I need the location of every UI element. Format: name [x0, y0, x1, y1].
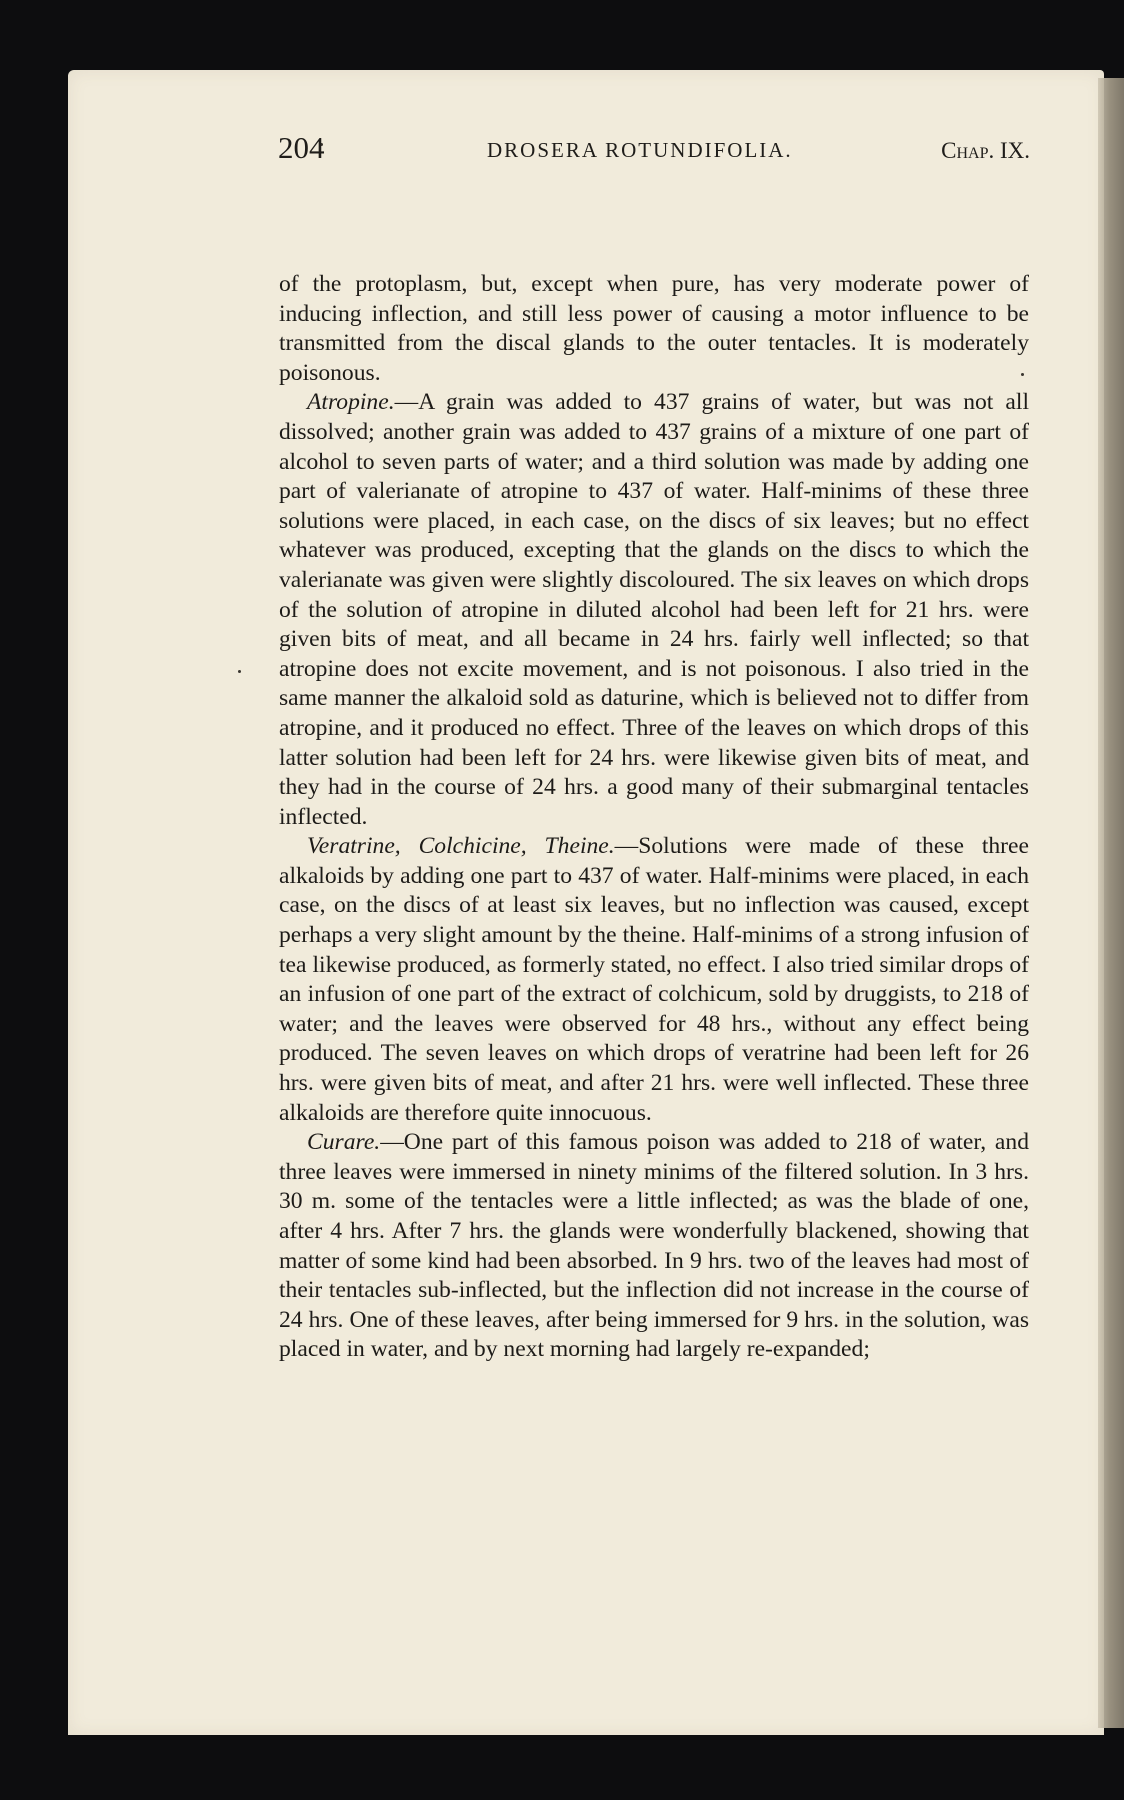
paragraph-text: of the protoplasm, but, except when pure, has very moderate power of inducing inflection, and still less power of causing a motor influence to be transmitted from the discal glands to the outer tentacles. It is moderately poisonous.	[279, 271, 1029, 386]
paragraph	[279, 388, 1029, 832]
paragraph-text: —A grain was added to 437 grains of water, but was not all dissolved; another grain was added to 437 grains of a mixture of one part of alcohol to seven parts of water; and a third solution was made by adding one part of valerianate of atropine to 437 of water. Half-minims of these three solutions were placed, in each case, on the discs of six leaves; but no effect whatever was produced, excepting that the glands on the discs to which the valerianate was given were slightly discoloured. The six leaves on which drops of the solution of atropine in diluted alcohol had been left for 21 hrs. were given bits of meat, and all became in 24 hrs. fairly well inflected; so that atropine does not excite movement, and is not poisonous. I also tried in the same manner the alkaloid sold as daturine, which is believed not to differ from atropine, and it produced no effect. Three of the leaves on which drops of this latter solution had been left for 24 hrs. were likewise given bits of meat, and they had in the course of 24 hrs. a good many of their submarginal tentacles inflected.	[279, 389, 1029, 830]
page-edge	[1098, 78, 1124, 1728]
paragraph	[279, 832, 1029, 1128]
paragraph	[279, 270, 1029, 388]
page-header	[210, 130, 1030, 170]
paragraph-lead: Curare.	[307, 1129, 381, 1156]
chapter-label: Chap. IX.	[941, 138, 1030, 163]
paragraph	[279, 1128, 1029, 1365]
paragraph-text: —One part of this famous poison was added to 218 of water, and three leaves were immersed in ninety minims of the filtered solution. In 3 hrs. 30 m. some of the tentacles were a little inflected; as was the blade of one, after 4 hrs. After 7 hrs. the glands were wonderfully blackened, showing that matter of some kind had been absorbed. In 9 hrs. two of the leaves had most of their tentacles sub-inflected, but the inflection did not increase in the course of 24 hrs. One of these leaves, after being immersed for 9 hrs. in the solution, was placed in water, and by next morning had largely re-expanded;	[279, 1129, 1029, 1363]
running-title: DROSERA ROTUNDIFOLIA.	[487, 138, 793, 162]
paragraph-text: —Solutions were made of these three alkaloids by adding one part to 437 of water. Half-minims were placed, in each case, on the discs of at least six leaves, but no inflection was caused, except perhaps a very slight amount by the theine. Half-minims of a strong infusion of tea likewise produced, as formerly stated, no effect. I also tried similar drops of an infusion of one part of the extract of colchicum, sold by druggists, to 218 of water; and the leaves were observed for 48 hrs., without any effect being produced. The seven leaves on which drops of veratrine had been left for 26 hrs. were given bits of meat, and after 21 hrs. were well inflected. These three alkaloids are therefore quite innocuous.	[279, 833, 1029, 1126]
print-speck	[238, 670, 241, 673]
paragraph-lead: Veratrine, Colchicine, Theine.	[307, 833, 615, 860]
paragraph-lead: Atropine.	[307, 389, 395, 416]
body-text	[279, 270, 1029, 1365]
page-number: 204	[278, 130, 325, 165]
